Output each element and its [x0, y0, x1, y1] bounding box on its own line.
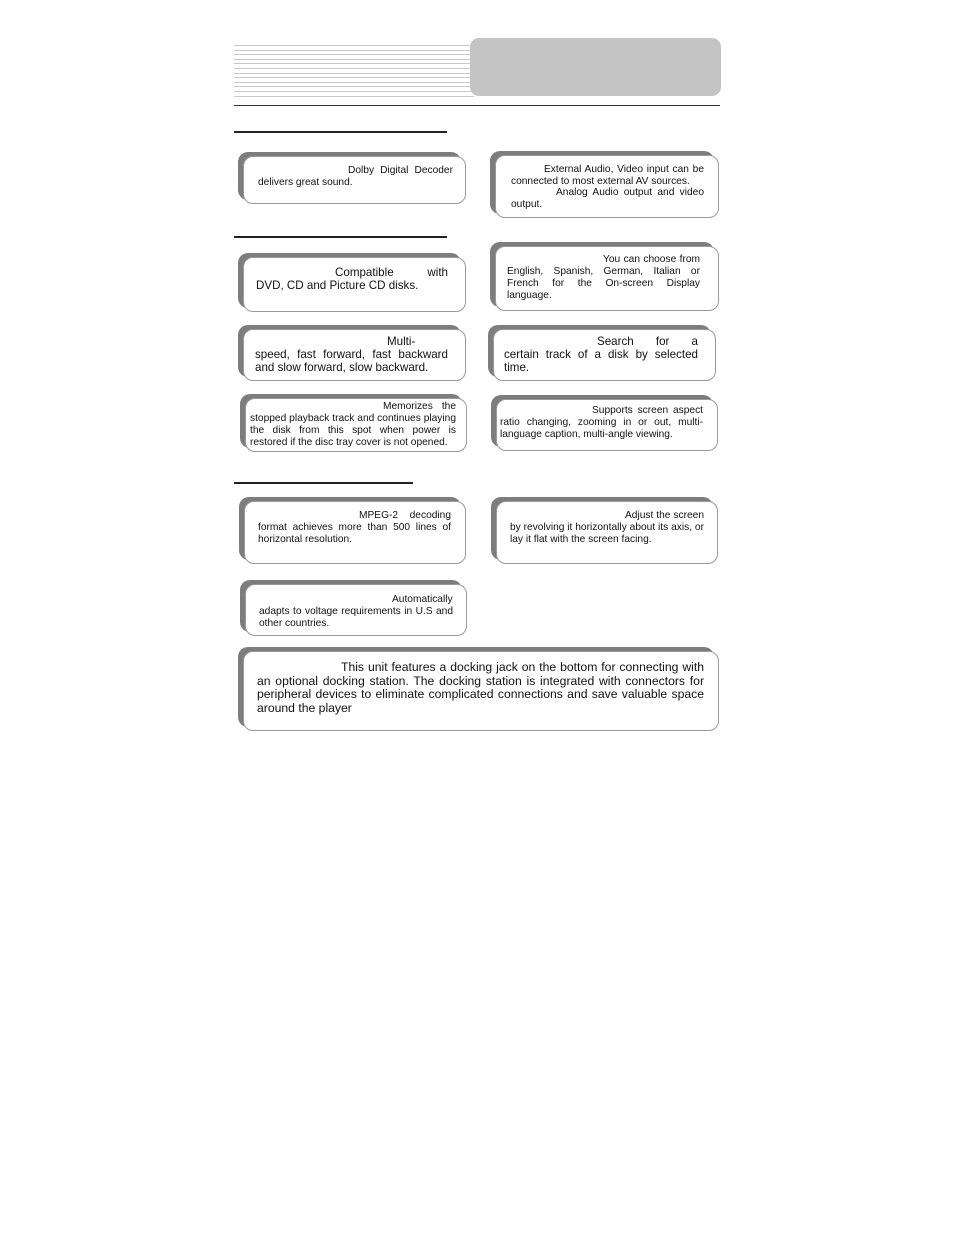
feature-box-speed: [243, 329, 466, 381]
feature-box-compat: [243, 257, 466, 312]
section-heading-rule-audio: [234, 131, 447, 133]
feature-box-aspect: [496, 399, 718, 451]
header-title-tab: [470, 38, 721, 96]
section-heading-rule-video: [234, 482, 413, 484]
feature-text-compat: Compatible with DVD, CD and Picture CD disks.: [256, 266, 448, 292]
feature-box-av: [495, 155, 719, 218]
feature-text-av-input: External Audio, Video input can be connected to most external AV sources.: [511, 164, 704, 187]
feature-text-dolby: Dolby Digital Decoder delivers great sound.: [258, 165, 453, 188]
feature-text-language: You can choose from English, Spanish, German, Italian or French for the On-screen Display language.: [507, 254, 700, 301]
header-divider: [234, 105, 720, 106]
feature-text-aspect: Supports screen aspect ratio changing, zooming in or out, multi-language caption, multi-angle viewing.: [500, 405, 703, 440]
feature-box-memory: [245, 398, 467, 452]
header-line-decoration: [234, 45, 474, 91]
feature-box-dolby: [243, 156, 466, 204]
feature-box-search: [493, 329, 716, 381]
feature-text-voltage: Automatically adapts to voltage requirements in U.S and other countries.: [259, 594, 453, 629]
feature-text-mpeg: MPEG-2 decoding format achieves more than 500 lines of horizontal resolution.: [258, 510, 451, 545]
feature-text-swivel: Adjust the screen by revolving it horizontally about its axis, or lay it flat with the screen facing.: [510, 510, 704, 545]
feature-box-swivel: [496, 501, 718, 564]
feature-box-voltage: [245, 584, 467, 636]
section-heading-rule-playback: [234, 236, 447, 238]
feature-box-docking: [243, 651, 719, 731]
feature-box-mpeg: [244, 501, 466, 564]
feature-box-language: [495, 246, 719, 311]
feature-text-memory: Memorizes the stopped playback track and continues playing the disk from this spot when power is restored if the disc tray cover is not opened.: [250, 401, 456, 448]
feature-text-docking: This unit features a docking jack on the bottom for connecting with an optional docking station. The docking station is integrated with connectors for peripheral devices to eliminate complicated connections and save valuable space around the player: [257, 660, 704, 715]
feature-text-av-output: Analog Audio output and video output.: [511, 187, 704, 210]
feature-text-search: Search for a certain track of a disk by selected time.: [504, 335, 698, 374]
feature-text-speed: Multi-speed, fast forward, fast backward and slow forward, slow backward.: [255, 335, 448, 374]
